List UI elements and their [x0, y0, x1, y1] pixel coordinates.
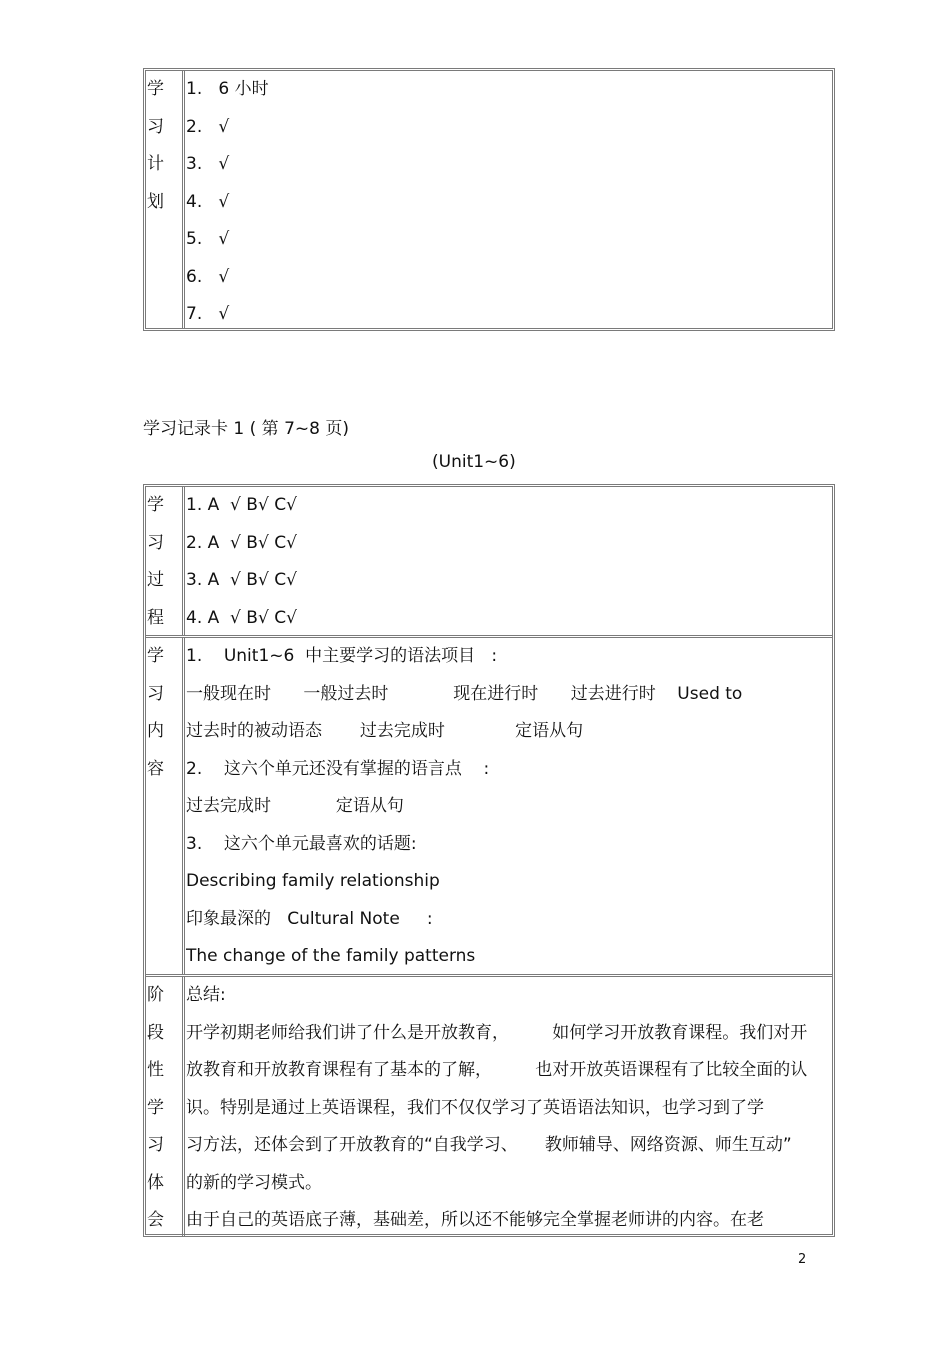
label-char: 内 [147, 721, 164, 741]
label-char: 性 [147, 1060, 164, 1080]
label-char: 过 [147, 570, 164, 590]
label-char: 容 [147, 758, 164, 779]
content-line: 过去完成时 定语从句 [186, 796, 404, 816]
reflection-line: 识。特别是通过上英语课程，我们不仅仅学习了英语语法知识，也学习到了学 [186, 1097, 764, 1118]
label-char: 学 [147, 79, 164, 99]
study-plan-label [146, 71, 185, 328]
content-label [146, 638, 185, 974]
reflection-line: 总结: [186, 985, 226, 1005]
content-line: The change of the family patterns [186, 946, 476, 966]
reflection-content [185, 977, 832, 1237]
reflection-line: 的新的学习模式。 [186, 1172, 322, 1193]
label-char: 习 [147, 683, 164, 704]
study-plan-row [146, 71, 832, 328]
label-char: 习 [147, 532, 164, 553]
label-char: 计 [147, 154, 164, 174]
study-plan-content [185, 71, 832, 328]
content-line: 2. 这六个单元还没有掌握的语言点 : [186, 758, 490, 779]
reflection-line: 开学初期老师给我们讲了什么是开放教育， 如何学习开放教育课程。我们对开 [186, 1022, 808, 1043]
plan-line: 6. √ [186, 266, 230, 287]
reflection-line: 放教育和开放教育课程有了基本的了解， 也对开放英语课程有了比较全面的认 [186, 1060, 808, 1080]
plan-line: 1. 6 小时 [186, 79, 269, 99]
content-line: Describing family relationship [186, 871, 440, 891]
content-line: 一般现在时 一般过去时 现在进行时 过去进行时 Used to [186, 683, 743, 704]
process-line: 4. A √ B√ C√ [186, 607, 297, 628]
reflection-line: 由于自己的英语底子薄，基础差，所以还不能够完全掌握老师讲的内容。在老 [186, 1210, 764, 1230]
record-card-table [143, 484, 835, 1237]
reflection-label [146, 977, 185, 1237]
process-line: 3. A √ B√ C√ [186, 570, 297, 590]
label-char: 会 [147, 1210, 164, 1230]
label-char: 程 [147, 607, 164, 628]
content-line: 1. Unit1~6 中主要学习的语法项目 : [186, 646, 498, 666]
process-content [185, 487, 832, 635]
label-char: 学 [147, 1097, 164, 1118]
page-number: 2 [798, 1252, 807, 1267]
content-line: 印象最深的 Cultural Note : [186, 908, 433, 929]
content-line: 过去时的被动语态 过去完成时 定语从句 [186, 721, 584, 741]
study-plan-table [143, 68, 835, 331]
label-char: 习 [147, 116, 164, 137]
plan-line: 7. √ [186, 304, 230, 324]
reflection-row [146, 974, 832, 1237]
plan-line: 3. √ [186, 154, 230, 174]
content-row [146, 635, 832, 974]
label-char: 学 [147, 495, 164, 515]
plan-line: 4. √ [186, 191, 230, 212]
process-row [146, 487, 832, 635]
process-label [146, 487, 185, 635]
content-content [185, 638, 832, 974]
record-card-title: 学习记录卡 1 ( 第 7~8 页) [143, 419, 349, 439]
reflection-line: 习方法，还体会到了开放教育的“自我学习、 教师辅导、网络资源、师生互动” [186, 1135, 792, 1155]
label-char: 阶 [147, 985, 164, 1005]
label-char: 体 [147, 1172, 164, 1193]
label-char: 段 [147, 1022, 164, 1043]
plan-line: 5. √ [186, 229, 230, 249]
label-char: 划 [147, 191, 164, 212]
process-line: 2. A √ B√ C√ [186, 532, 297, 553]
content-line: 3. 这六个单元最喜欢的话题: [186, 833, 417, 854]
plan-line: 2. √ [186, 116, 230, 137]
record-card-subtitle: (Unit1~6) [432, 452, 516, 472]
label-char: 习 [147, 1135, 164, 1155]
label-char: 学 [147, 646, 164, 666]
process-line: 1. A √ B√ C√ [186, 495, 297, 515]
